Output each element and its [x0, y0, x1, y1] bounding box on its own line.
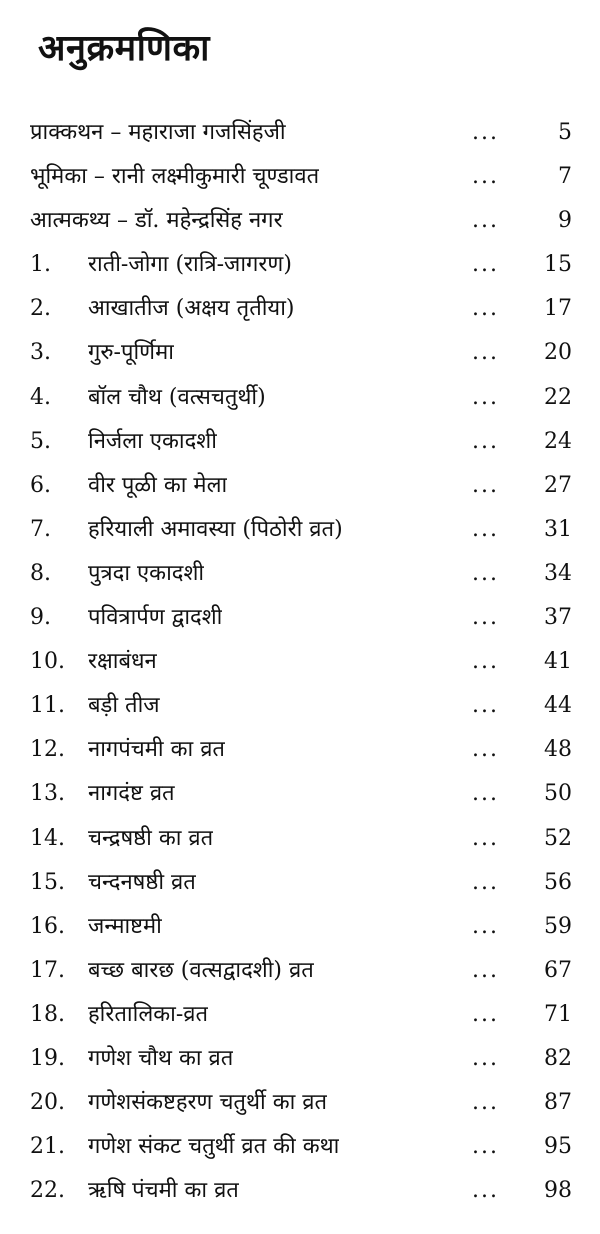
chapter-number: 8. — [30, 560, 51, 586]
leader-dots: ... — [472, 781, 499, 807]
toc-entry — [0, 728, 600, 772]
page-number: 48 — [544, 737, 572, 763]
page-number: 7 — [558, 164, 572, 190]
toc-entry — [0, 508, 600, 552]
page-number: 15 — [544, 252, 572, 278]
entry-label: गणेश संकट चतुर्थी व्रत की कथा — [88, 1134, 340, 1160]
toc-entry — [0, 905, 600, 949]
page-number: 87 — [544, 1090, 572, 1116]
toc-entry — [0, 376, 600, 420]
toc-entry — [0, 684, 600, 728]
page-number: 82 — [544, 1045, 572, 1071]
chapter-number: 12. — [30, 737, 65, 763]
leader-dots: ... — [472, 560, 499, 586]
page-number: 67 — [544, 957, 572, 983]
chapter-number: 14. — [30, 825, 65, 851]
toc-entry — [0, 199, 600, 243]
toc-entry — [0, 243, 600, 287]
toc-entry — [0, 464, 600, 508]
chapter-number: 10. — [30, 649, 65, 675]
entry-label: बॉल चौथ (वत्सचतुर्थी) — [88, 384, 266, 410]
entry-label: निर्जला एकादशी — [88, 428, 217, 454]
entry-label: नागपंचमी का व्रत — [88, 737, 225, 763]
leader-dots: ... — [472, 1090, 499, 1116]
toc-entry — [0, 640, 600, 684]
chapter-number: 20. — [30, 1090, 65, 1116]
page-number: 56 — [544, 869, 572, 895]
entry-label: चन्द्रषष्ठी का व्रत — [88, 825, 214, 851]
page-number: 44 — [544, 693, 572, 719]
chapter-number: 15. — [30, 869, 65, 895]
toc-entry — [0, 817, 600, 861]
entry-label: आखातीज (अक्षय तृतीया) — [88, 296, 295, 322]
page-number: 95 — [544, 1134, 572, 1160]
entry-label: आत्मकथ्य – डॉ. महेन्द्रसिंह नगर — [30, 208, 283, 234]
chapter-number: 5. — [30, 428, 51, 454]
chapter-number: 6. — [30, 472, 51, 498]
chapter-number: 21. — [30, 1134, 65, 1160]
page-number: 59 — [544, 913, 572, 939]
leader-dots: ... — [472, 913, 499, 939]
toc-list — [0, 111, 600, 1213]
leader-dots: ... — [472, 649, 499, 675]
page-number: 41 — [544, 649, 572, 675]
leader-dots: ... — [472, 120, 499, 145]
leader-dots: ... — [472, 957, 499, 983]
entry-label: राती-जोगा (रात्रि-जागरण) — [88, 252, 292, 278]
toc-entry — [0, 596, 600, 640]
entry-label: ऋषि पंचमी का व्रत — [88, 1178, 239, 1204]
toc-entry — [0, 1125, 600, 1169]
entry-label: हरियाली अमावस्या (पिठोरी व्रत) — [88, 516, 343, 542]
leader-dots: ... — [472, 428, 499, 454]
leader-dots: ... — [472, 1178, 499, 1204]
leader-dots: ... — [472, 516, 499, 542]
entry-label: बड़ी तीज — [88, 693, 160, 719]
entry-label: हरितालिका-व्रत — [88, 1001, 209, 1027]
chapter-number: 17. — [30, 957, 65, 983]
entry-label: जन्माष्टमी — [88, 913, 162, 939]
page-number: 17 — [544, 296, 572, 322]
leader-dots: ... — [472, 1045, 499, 1071]
leader-dots: ... — [472, 1001, 499, 1027]
chapter-number: 3. — [30, 340, 51, 366]
chapter-number: 13. — [30, 781, 65, 807]
page-number: 22 — [544, 384, 572, 410]
page-number: 71 — [544, 1001, 572, 1027]
leader-dots: ... — [472, 1134, 499, 1160]
chapter-number: 19. — [30, 1045, 65, 1071]
chapter-number: 11. — [30, 693, 65, 719]
entry-label: प्राक्कथन – महाराजा गजसिंहजी — [30, 120, 286, 145]
page-title: अनुक्रमणिका — [38, 28, 210, 69]
page-number: 98 — [544, 1178, 572, 1204]
toc-entry — [0, 420, 600, 464]
chapter-number: 4. — [30, 384, 51, 410]
leader-dots: ... — [472, 472, 499, 498]
entry-label: गुरु-पूर्णिमा — [88, 340, 174, 366]
chapter-number: 7. — [30, 516, 51, 542]
toc-entry — [0, 1081, 600, 1125]
toc-entry — [0, 155, 600, 199]
leader-dots: ... — [472, 252, 499, 278]
leader-dots: ... — [472, 693, 499, 719]
page-number: 27 — [544, 472, 572, 498]
page-number: 34 — [544, 560, 572, 586]
page-number: 20 — [544, 340, 572, 366]
leader-dots: ... — [472, 605, 499, 631]
leader-dots: ... — [472, 869, 499, 895]
page-number: 9 — [558, 208, 572, 234]
chapter-number: 18. — [30, 1001, 65, 1027]
entry-label: रक्षाबंधन — [88, 649, 157, 675]
page-number: 5 — [558, 120, 572, 145]
leader-dots: ... — [472, 340, 499, 366]
toc-entry — [0, 287, 600, 331]
chapter-number: 16. — [30, 913, 65, 939]
toc-entry — [0, 993, 600, 1037]
leader-dots: ... — [472, 737, 499, 763]
page-number: 31 — [544, 516, 572, 542]
leader-dots: ... — [472, 164, 499, 190]
leader-dots: ... — [472, 384, 499, 410]
toc-entry — [0, 772, 600, 816]
leader-dots: ... — [472, 825, 499, 851]
chapter-number: 1. — [30, 252, 51, 278]
entry-label: चन्दनषष्ठी व्रत — [88, 869, 196, 895]
toc-entry — [0, 1037, 600, 1081]
chapter-number: 9. — [30, 605, 51, 631]
page-number: 37 — [544, 605, 572, 631]
toc-entry — [0, 949, 600, 993]
chapter-number: 2. — [30, 296, 51, 322]
leader-dots: ... — [472, 208, 499, 234]
entry-label: नागदंष्ट व्रत — [88, 781, 175, 807]
entry-label: गणेश चौथ का व्रत — [88, 1045, 234, 1071]
entry-label: बच्छ बारछ (वत्सद्वादशी) व्रत — [88, 957, 314, 983]
entry-label: वीर पूळी का मेला — [88, 472, 228, 498]
page-number: 24 — [544, 428, 572, 454]
toc-entry — [0, 1169, 600, 1213]
toc-entry — [0, 111, 600, 155]
toc-entry — [0, 331, 600, 375]
leader-dots: ... — [472, 296, 499, 322]
entry-label: गणेशसंकष्टहरण चतुर्थी का व्रत — [88, 1090, 328, 1116]
page-number: 52 — [544, 825, 572, 851]
toc-entry — [0, 552, 600, 596]
entry-label: भूमिका – रानी लक्ष्मीकुमारी चूण्डावत — [30, 164, 320, 190]
entry-label: पुत्रदा एकादशी — [88, 560, 205, 586]
chapter-number: 22. — [30, 1178, 65, 1204]
toc-entry — [0, 861, 600, 905]
page-number: 50 — [544, 781, 572, 807]
entry-label: पवित्रार्पण द्वादशी — [88, 605, 223, 631]
